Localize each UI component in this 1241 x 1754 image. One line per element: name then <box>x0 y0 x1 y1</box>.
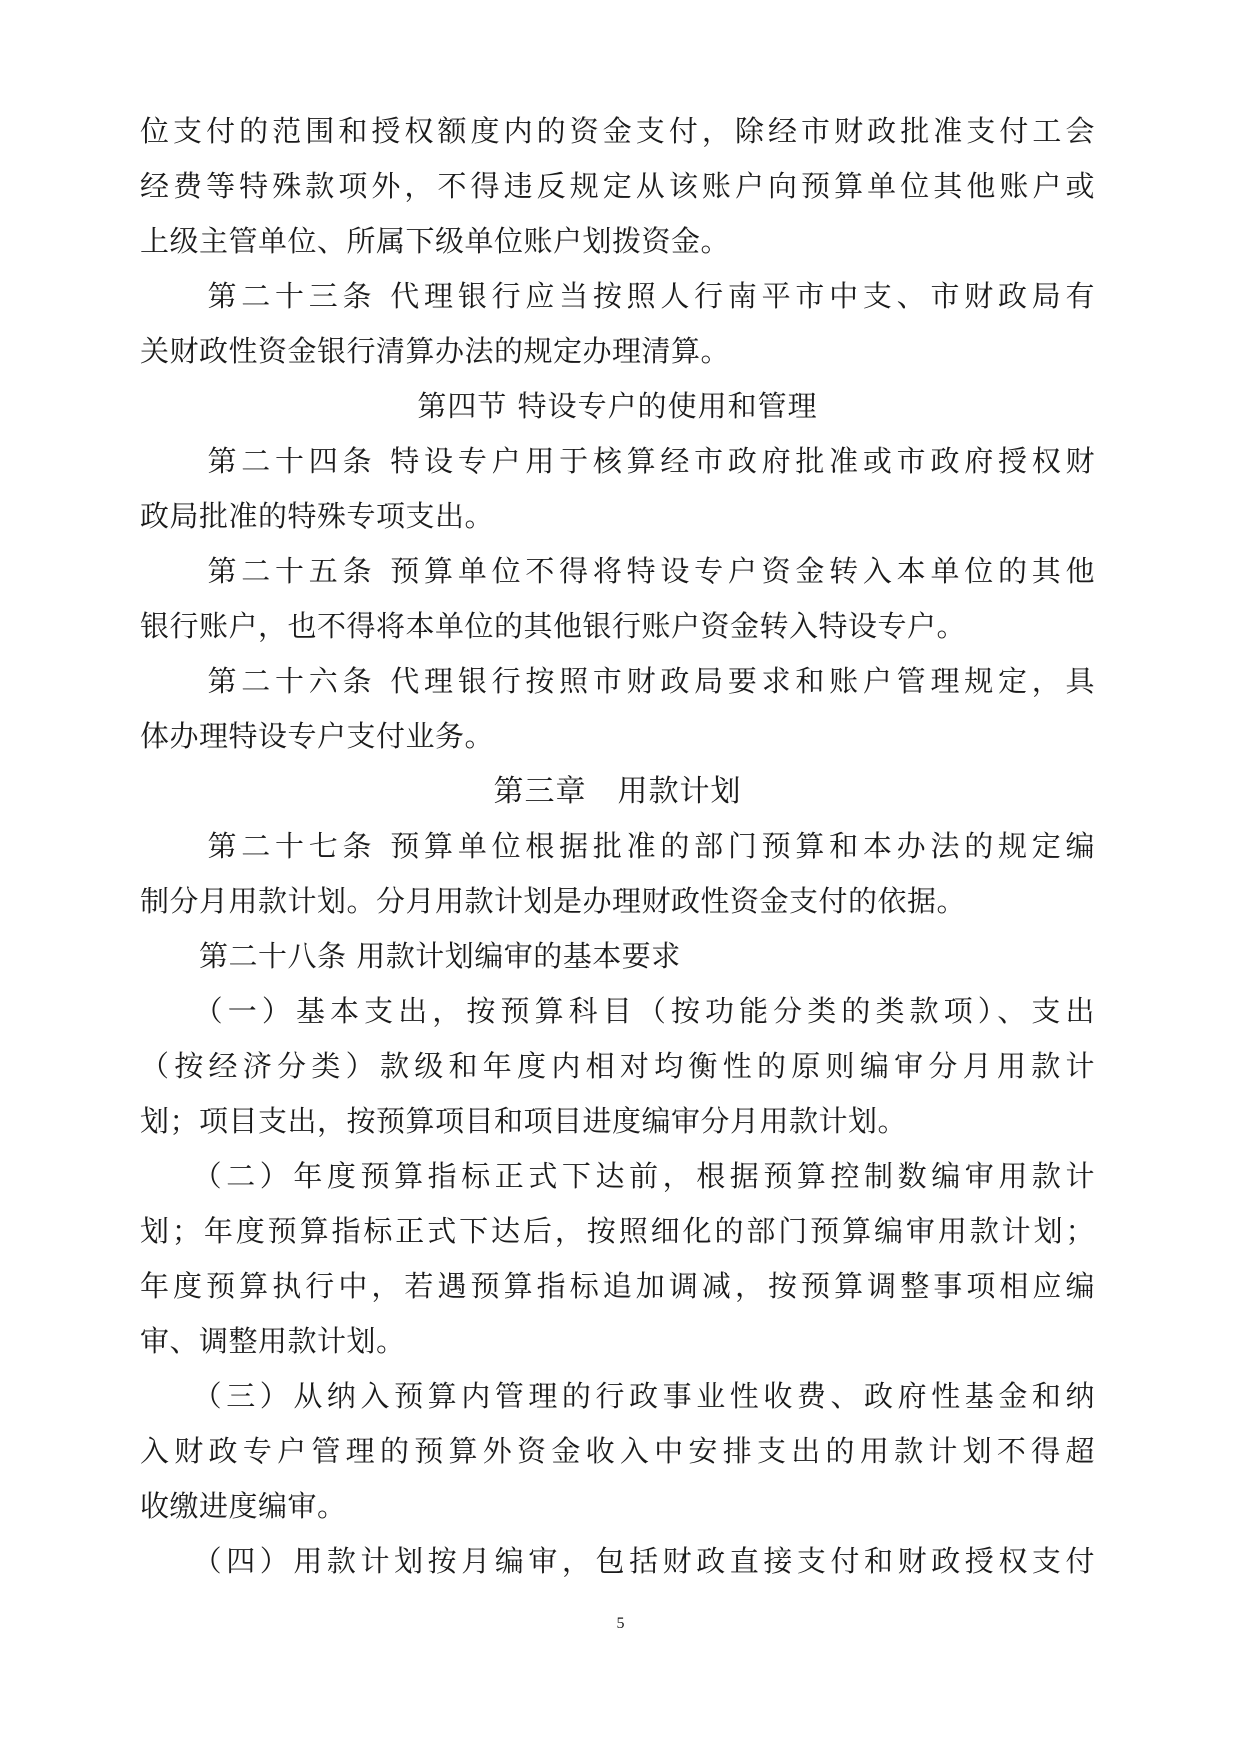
text-line: 第二十五条 预算单位不得将特设专户资金转入本单位的其他 <box>140 554 1095 588</box>
text-line: 银行账户，也不得将本单位的其他银行账户资金转入特设专户。 <box>140 609 967 643</box>
text-line: 审、调整用款计划。 <box>140 1324 406 1358</box>
text-line: 经费等特殊款项外，不得违反规定从该账户向预算单位其他账户或 <box>140 169 1095 203</box>
page-number: 5 <box>616 1615 625 1632</box>
text-line: （按经济分类）款级和年度内相对均衡性的原则编审分月用款计 <box>140 1049 1095 1083</box>
text-line: 收缴进度编审。 <box>140 1489 347 1523</box>
text-line: 第二十四条 特设专户用于核算经市政府批准或市政府授权财 <box>140 444 1095 478</box>
text-line: 划；项目支出，按预算项目和项目进度编审分月用款计划。 <box>140 1104 908 1138</box>
text-line: 体办理特设专户支付业务。 <box>140 719 495 753</box>
section-heading: 第四节 特设专户的使用和管理 <box>417 389 818 423</box>
text-line: 制分月用款计划。分月用款计划是办理财政性资金支付的依据。 <box>140 884 967 918</box>
text-line: 第二十七条 预算单位根据批准的部门预算和本办法的规定编 <box>140 829 1095 863</box>
text-line: 入财政专户管理的预算外资金收入中安排支出的用款计划不得超 <box>140 1434 1095 1468</box>
text-line: 第二十六条 代理银行按照市财政局要求和账户管理规定，具 <box>140 664 1095 698</box>
text-line: （二）年度预算指标正式下达前，根据预算控制数编审用款计 <box>140 1159 1095 1193</box>
text-line: （三）从纳入预算内管理的行政事业性收费、政府性基金和纳 <box>140 1379 1095 1413</box>
text-line: 政局批准的特殊专项支出。 <box>140 499 495 533</box>
text-line: 第二十八条 用款计划编审的基本要求 <box>140 939 681 973</box>
chapter-heading: 第三章 用款计划 <box>493 774 742 809</box>
text-line: 位支付的范围和授权额度内的资金支付，除经市财政批准支付工会 <box>140 114 1095 148</box>
text-line: 划；年度预算指标正式下达后，按照细化的部门预算编审用款计划； <box>140 1214 1095 1248</box>
text-line: 上级主管单位、所属下级单位账户划拨资金。 <box>140 224 731 258</box>
page-body <box>140 104 1095 1589</box>
text-line: 第二十三条 代理银行应当按照人行南平市中支、市财政局有 <box>140 279 1095 313</box>
text-line: 年度预算执行中，若遇预算指标追加调减，按预算调整事项相应编 <box>140 1269 1095 1303</box>
text-line: （一）基本支出，按预算科目（按功能分类的类款项）、支出 <box>140 994 1095 1028</box>
text-line: 关财政性资金银行清算办法的规定办理清算。 <box>140 334 731 368</box>
text-line: （四）用款计划按月编审，包括财政直接支付和财政授权支付 <box>140 1544 1095 1578</box>
